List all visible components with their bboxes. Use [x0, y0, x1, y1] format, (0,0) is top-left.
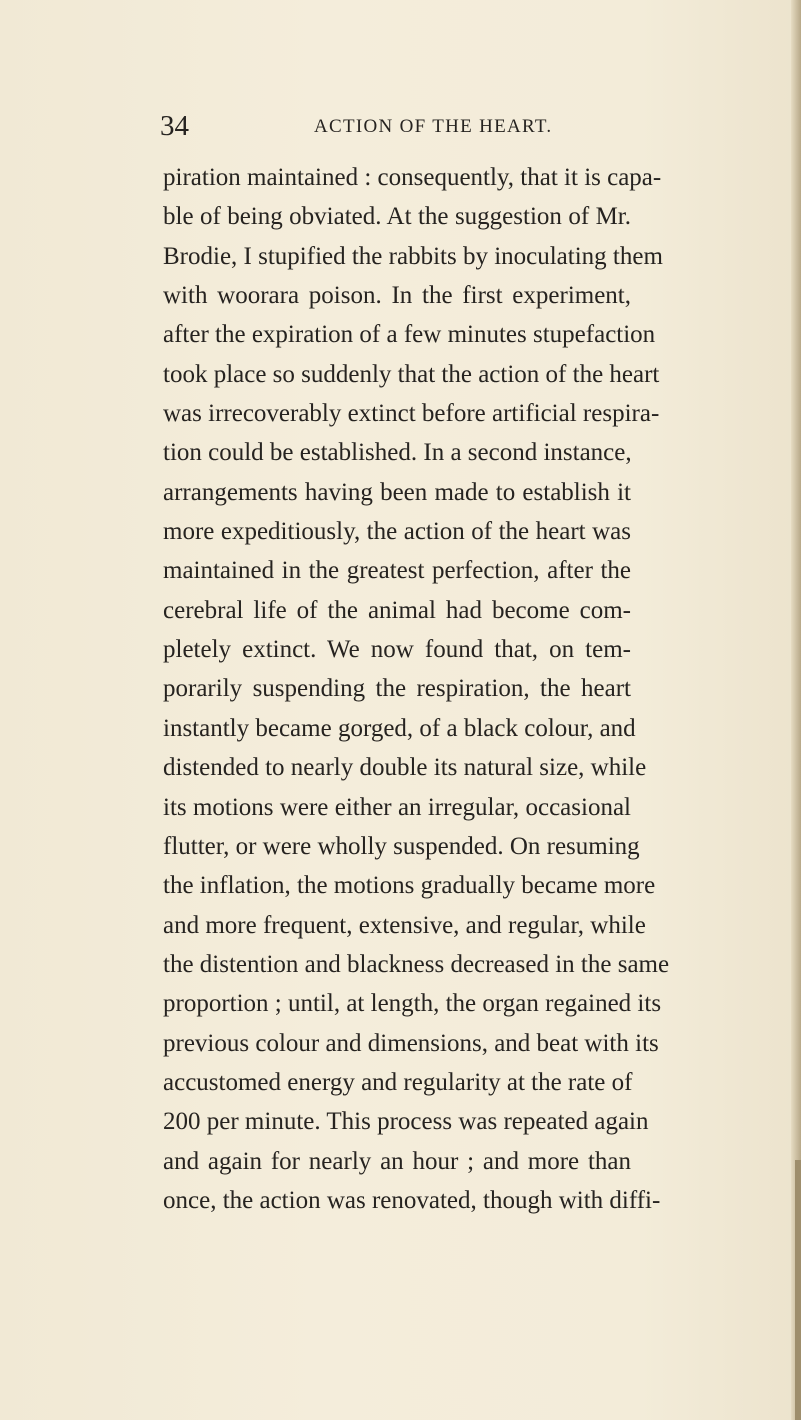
text-line: ble of being obviated. At the suggestion of Mr.: [163, 203, 631, 231]
text-line: distended to nearly double its natural size, while: [163, 754, 647, 782]
text-line: more expeditiously, the action of the heart was: [163, 518, 631, 546]
page-edge-shadow: [795, 1160, 801, 1420]
text-line: maintained in the greatest perfection, after the: [163, 557, 631, 585]
text-line: arrangements having been made to establish it: [163, 478, 631, 506]
text-line: flutter, or were wholly suspended. On resuming: [163, 832, 640, 860]
text-line: once, the action was renovated, though with diffi-: [163, 1186, 661, 1214]
text-line: accustomed energy and regularity at the rate of: [163, 1068, 633, 1096]
text-line: after the expiration of a few minutes stupefaction: [163, 321, 656, 349]
text-line: and again for nearly an hour ; and more than: [163, 1147, 631, 1175]
text-line: and more frequent, extensive, and regular, while: [163, 911, 646, 939]
text-line: Brodie, I stupified the rabbits by inoculating them: [163, 242, 663, 270]
running-title: ACTION OF THE HEART.: [314, 116, 553, 137]
text-line: the inflation, the motions gradually became more: [163, 872, 656, 900]
text-line: proportion ; until, at length, the organ regained its: [163, 990, 662, 1018]
text-line: 200 per minute. This process was repeated again: [163, 1108, 649, 1136]
text-line: pletely extinct. We now found that, on tem-: [163, 636, 631, 664]
text-line: cerebral life of the animal had become com-: [163, 596, 631, 624]
text-line: was irrecoverably extinct before artificial respira-: [163, 400, 660, 428]
body-paragraph: [163, 158, 670, 1220]
text-line: the distention and blackness decreased in the same: [163, 950, 670, 978]
text-line: piration maintained : consequently, that it is capa-: [163, 164, 662, 191]
text-line: with woorara poison. In the first experiment,: [163, 282, 631, 310]
running-head: [160, 108, 620, 144]
page-number: 34: [160, 110, 189, 142]
text-line: tion could be established. In a second instance,: [163, 439, 632, 467]
text-line: its motions were either an irregular, occasional: [163, 793, 631, 821]
text-line: porarily suspending the respiration, the heart: [163, 675, 631, 703]
text-line: instantly became gorged, of a black colour, and: [163, 714, 636, 742]
text-line: previous colour and dimensions, and beat with its: [163, 1029, 659, 1057]
text-line: took place so suddenly that the action of the heart: [163, 360, 660, 388]
